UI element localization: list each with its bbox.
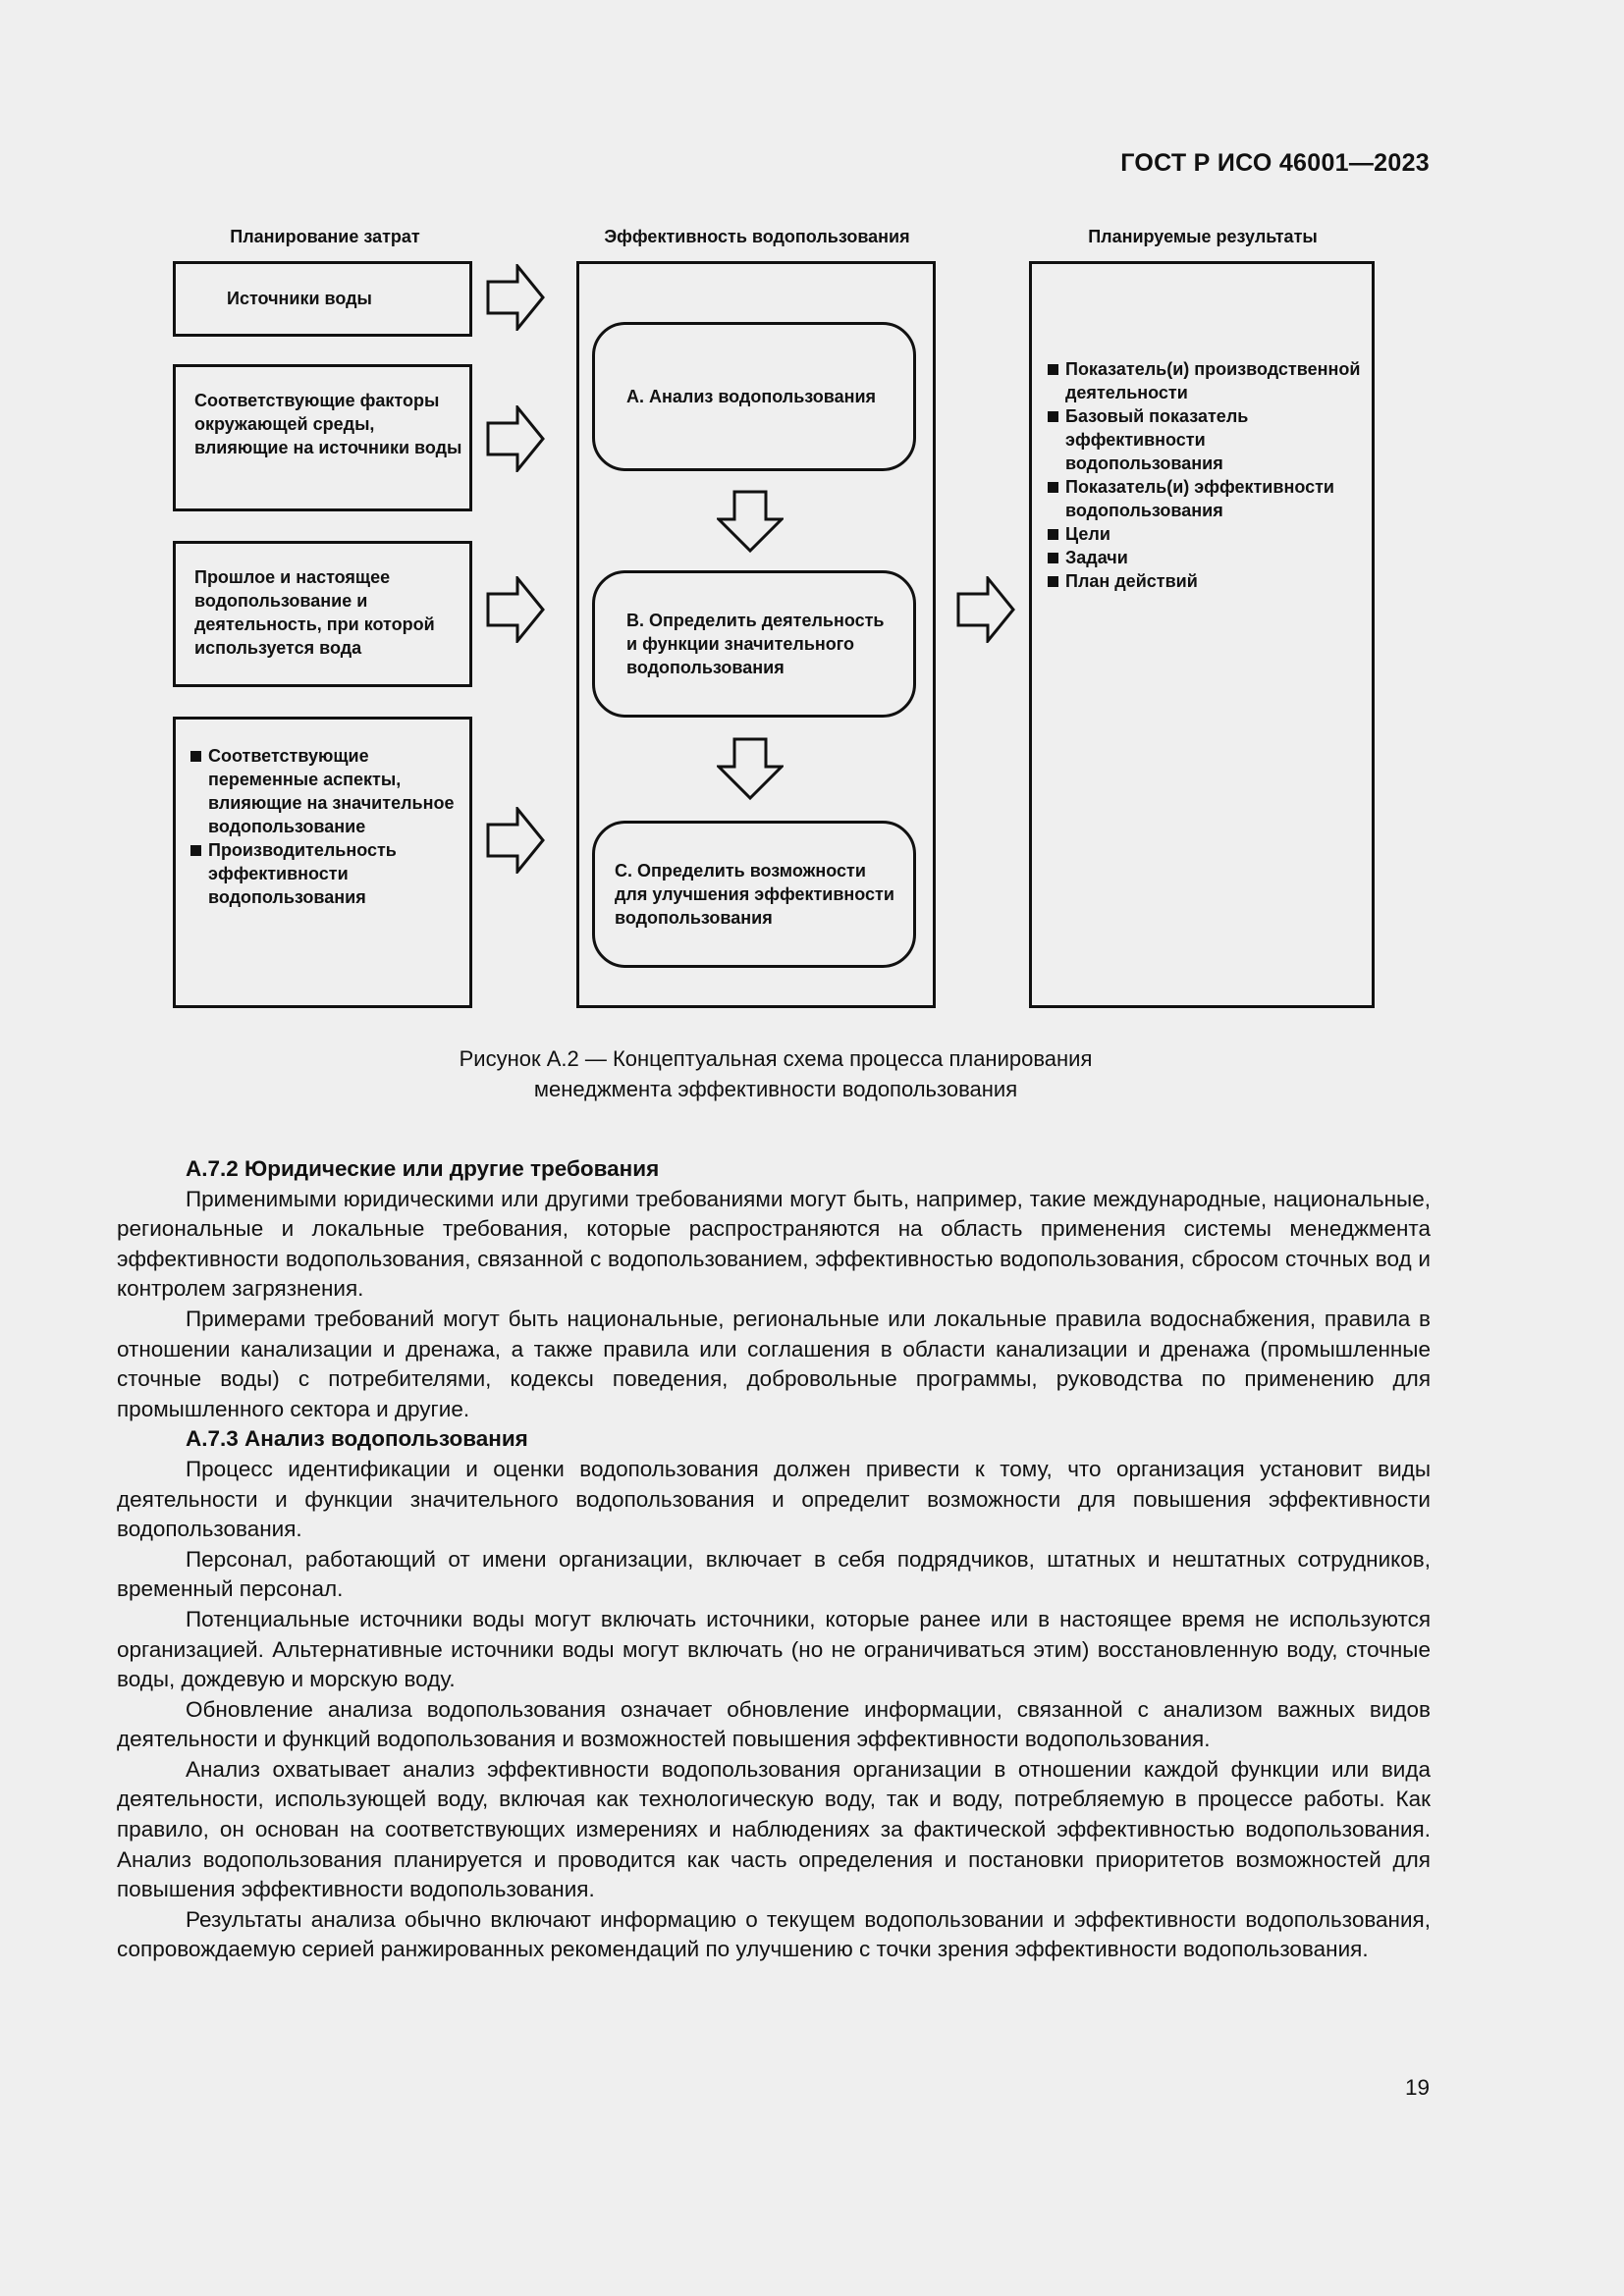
figure-caption-line: Рисунок А.2 — Концептуальная схема процесса планирования — [459, 1046, 1093, 1071]
result-item: Базовый показатель эффективности водопользования — [1048, 404, 1367, 475]
figure-caption-line: менеджмента эффективности водопользования — [533, 1077, 1018, 1101]
result-item: Цели — [1048, 522, 1367, 546]
result-item: Показатель(и) производственной деятельности — [1048, 357, 1367, 404]
arrow-down-icon — [717, 737, 784, 802]
paragraph: Результаты анализа обычно включают информацию о текущем водопользовании и эффективности водопользования, сопровождаемую серией ранжированных рекомендаций по улучшению с точки зрения эффективности водопользования. — [117, 1906, 1431, 1962]
figure-caption — [0, 1043, 1551, 1104]
result-item: Задачи — [1048, 546, 1367, 569]
section-heading: А.7.3 Анализ водопользования — [186, 1426, 528, 1452]
result-item: Показатель(и) эффективности водопользования — [1048, 475, 1367, 522]
input-water-sources-text: Источники воды — [227, 289, 372, 308]
process-step-c: С. Определить возможности для улучшения эффективности водопользования — [592, 821, 916, 968]
input-variable-item: Соответствующие переменные аспекты, влияющие на значительное водопользование — [190, 744, 458, 838]
paragraph: Примерами требований могут быть национальные, региональные или локальные правила водоснабжения, правила в отношении канализации и дренажа, а также правила или соглашения в области канализации и дренажа (промышленные сточные воды) с потребителями, кодексы поведения, добровольные программы, руководства по применению для промышленного сектора и другие. — [117, 1306, 1431, 1421]
process-step-b: В. Определить деятельность и функции значительного водопользования — [592, 570, 916, 718]
column-title-planning: Планирование затрат — [230, 227, 420, 246]
section-heading: А.7.2 Юридические или другие требования — [186, 1156, 660, 1181]
arrow-down-icon — [717, 490, 784, 555]
process-step-a: А. Анализ водопользования — [592, 322, 916, 471]
paragraph: Применимыми юридическими или другими требованиями могут быть, например, такие международные, национальные, региональные и локальные требования, которые распространяются на область применения системы менеджмента эффективности водопользования, связанной с водопользованием, эффективностью водопользования, сбросом сточных вод и контролем загрязнения. — [117, 1186, 1431, 1302]
arrow-right-icon — [486, 264, 547, 331]
paragraph: Обновление анализа водопользования означает обновление информации, связанной с анализом важных видов деятельности и функций водопользования и возможностей повышения эффективности водопользования. — [117, 1696, 1431, 1752]
page-number: 19 — [1404, 2075, 1430, 2100]
input-environment-factors-text: Соответствующие факторы окружающей среды, влияющие на источники воды — [194, 391, 462, 457]
arrow-right-icon — [956, 576, 1017, 643]
input-variable-item: Производительность эффективности водопользования — [190, 838, 458, 909]
column-title-results: Планируемые результаты — [1088, 227, 1318, 246]
document-header: ГОСТ Р ИСО 46001—2023 — [1120, 149, 1430, 177]
result-item: План действий — [1048, 569, 1367, 593]
paragraph: Анализ охватывает анализ эффективности водопользования организации в отношении каждой функции или вида деятельности, использующей воду, включая как технологическую воду, так и воду, потребляемую в процессе работы. Как правило, он основан на соответствующих измерениях и наблюдениях за фактической эффективностью водопользования. Анализ водопользования планируется и проводится как часть определения и постановки приоритетов возможностей для повышения эффективности водопользования. — [117, 1756, 1431, 1902]
arrow-right-icon — [486, 807, 547, 874]
arrow-right-icon — [486, 405, 547, 472]
body-text — [117, 1154, 1431, 1965]
paragraph: Процесс идентификации и оценки водопользования должен привести к тому, что организация установит виды деятельности и функции значительного водопользования и определит возможности для повышения эффективности водопользования. — [117, 1456, 1431, 1542]
results-list — [1048, 357, 1367, 593]
input-past-present-use-text: Прошлое и настоящее водопользование и деятельность, при которой используется вода — [194, 567, 435, 658]
column-title-efficiency: Эффективность водопользования — [604, 227, 910, 246]
paragraph: Потенциальные источники воды могут включать источники, которые ранее или в настоящее время не используются организацией. Альтернативные источники воды могут включать (но не ограничиваться этим) восстановленную воду, сточные воды, дождевую и морскую воду. — [117, 1606, 1431, 1692]
paragraph: Персонал, работающий от имени организации, включает в себя подрядчиков, штатных и нештатных сотрудников, временный персонал. — [117, 1546, 1431, 1602]
input-variables-list — [190, 744, 458, 909]
arrow-right-icon — [486, 576, 547, 643]
